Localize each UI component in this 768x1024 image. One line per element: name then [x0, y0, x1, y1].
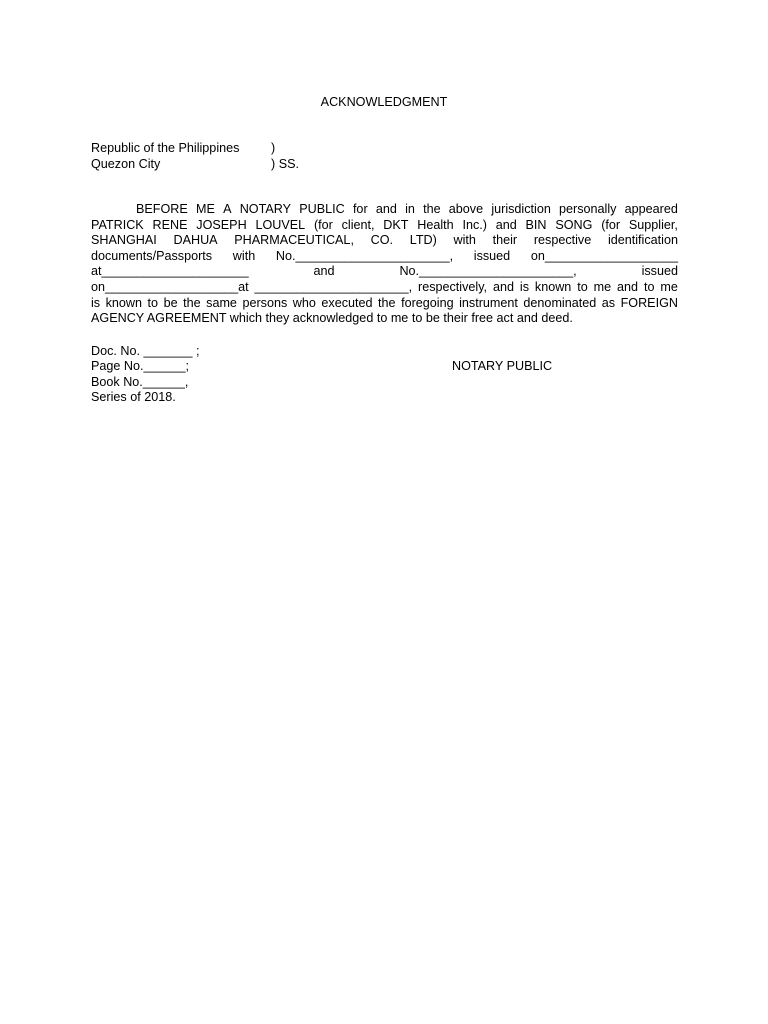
- paragraph-word: personally: [559, 202, 617, 216]
- paragraph-word: same: [206, 295, 237, 310]
- venue-ss: ) SS.: [271, 157, 299, 171]
- paragraph-word: denominated: [523, 295, 597, 310]
- paragraph-word: (for: [601, 217, 621, 232]
- paragraph-word: CO.: [370, 233, 394, 248]
- paragraph-word: BIN: [525, 217, 547, 232]
- paragraph-word: Health: [417, 217, 454, 232]
- paragraph-word: and: [313, 264, 335, 279]
- paragraph-word: jurisdiction: [491, 202, 551, 216]
- paragraph-word: with: [232, 248, 256, 263]
- paragraph-word: respectively,: [418, 279, 488, 294]
- paragraph-word: and: [492, 279, 514, 294]
- paragraph-word: and: [495, 217, 517, 232]
- paragraph-word: (for: [313, 217, 333, 232]
- paragraph-word: me: [593, 279, 612, 294]
- paragraph-word: appeared: [624, 202, 678, 216]
- paragraph-word: respective: [533, 233, 592, 248]
- paragraph-word: instrument: [459, 295, 518, 310]
- paragraph-word: on___________________at: [91, 279, 249, 294]
- paragraph-word: BEFORE: [136, 202, 188, 216]
- paragraph-word: persons: [242, 295, 288, 310]
- paragraph-word: executed: [321, 295, 373, 310]
- paragraph-word: the: [378, 295, 396, 310]
- paragraph-word: the: [183, 295, 201, 310]
- document-title: ACKNOWLEDGMENT: [320, 95, 448, 109]
- page-no-line: Page No.______;: [91, 359, 190, 373]
- paragraph-line: [91, 202, 678, 218]
- paragraph-last-line: AGENCY AGREEMENT which they acknowledged to me to be their free act and deed.: [91, 311, 573, 326]
- paragraph-word: client,: [341, 217, 375, 232]
- paragraph-word: PATRICK: [91, 217, 144, 232]
- paragraph-word: their: [492, 233, 518, 248]
- paragraph-word: LTD): [409, 233, 437, 248]
- paragraph-word: for: [352, 202, 368, 216]
- paragraph-word: No.______________________,: [275, 248, 454, 263]
- paragraph-line: [91, 296, 678, 312]
- paragraph-word: who: [292, 295, 316, 310]
- paragraph-line: [91, 249, 678, 265]
- paragraph-word: and: [375, 202, 397, 216]
- paragraph-word: at_____________________: [91, 264, 249, 279]
- paragraph-word: on___________________: [530, 248, 678, 263]
- paragraph-word: and: [617, 279, 639, 294]
- paragraph-word: documents/Passports: [91, 248, 213, 263]
- paragraph-word: known: [534, 279, 572, 294]
- paragraph-line: [91, 264, 678, 280]
- paragraph-word: LOUVEL: [255, 217, 306, 232]
- series-line: Series of 2018.: [91, 390, 176, 404]
- paragraph-word: is: [519, 279, 529, 294]
- paragraph-word: to: [577, 279, 588, 294]
- paragraph-word: Inc.): [462, 217, 487, 232]
- venue-country: Republic of the Philippines: [91, 141, 240, 155]
- paragraph-word: issued: [641, 264, 678, 279]
- paragraph-word: the: [423, 202, 441, 216]
- paragraph-word: Supplier,: [628, 217, 678, 232]
- notary-public-label: NOTARY PUBLIC: [452, 359, 553, 373]
- paragraph-word: me: [660, 279, 678, 294]
- paragraph-word: SONG: [555, 217, 593, 232]
- paragraph-word: as: [601, 295, 616, 310]
- paragraph-word: foregoing: [401, 295, 454, 310]
- paragraph-line: [91, 280, 678, 296]
- doc-no-line: Doc. No. _______ ;: [91, 344, 200, 358]
- paragraph-word: is: [91, 295, 101, 310]
- paragraph-word: identification: [607, 233, 678, 248]
- paragraph-word: FOREIGN: [620, 295, 678, 310]
- paragraph-word: to: [643, 279, 655, 294]
- paragraph-word: DKT: [383, 217, 409, 232]
- paragraph-word: NOTARY: [239, 202, 292, 216]
- paragraph-word: ______________________,: [254, 279, 413, 294]
- paragraph-word: DAHUA: [173, 233, 218, 248]
- venue-bracket: ): [271, 141, 276, 155]
- venue-city: Quezon City: [91, 157, 161, 171]
- paragraph-word: SHANGHAI: [91, 233, 157, 248]
- paragraph-line: [91, 233, 678, 249]
- acknowledgment-paragraph: [91, 202, 678, 327]
- book-no-line: Book No.______,: [91, 375, 189, 389]
- paragraph-word: No.______________________,: [399, 264, 577, 279]
- paragraph-word: issued: [473, 248, 511, 263]
- paragraph-word: be: [163, 295, 178, 310]
- paragraph-word: ME: [196, 202, 215, 216]
- paragraph-word: RENE: [152, 217, 188, 232]
- paragraph-word: in: [405, 202, 415, 216]
- paragraph-line: [91, 218, 678, 234]
- paragraph-word: above: [448, 202, 484, 216]
- paragraph-word: PUBLIC: [299, 202, 345, 216]
- paragraph-word: A: [223, 202, 232, 216]
- paragraph-word: PHARMACEUTICAL,: [234, 233, 354, 248]
- paragraph-word: with: [453, 233, 476, 248]
- paragraph-word: known: [105, 295, 143, 310]
- paragraph-word: JOSEPH: [196, 217, 247, 232]
- paragraph-word: to: [147, 295, 159, 310]
